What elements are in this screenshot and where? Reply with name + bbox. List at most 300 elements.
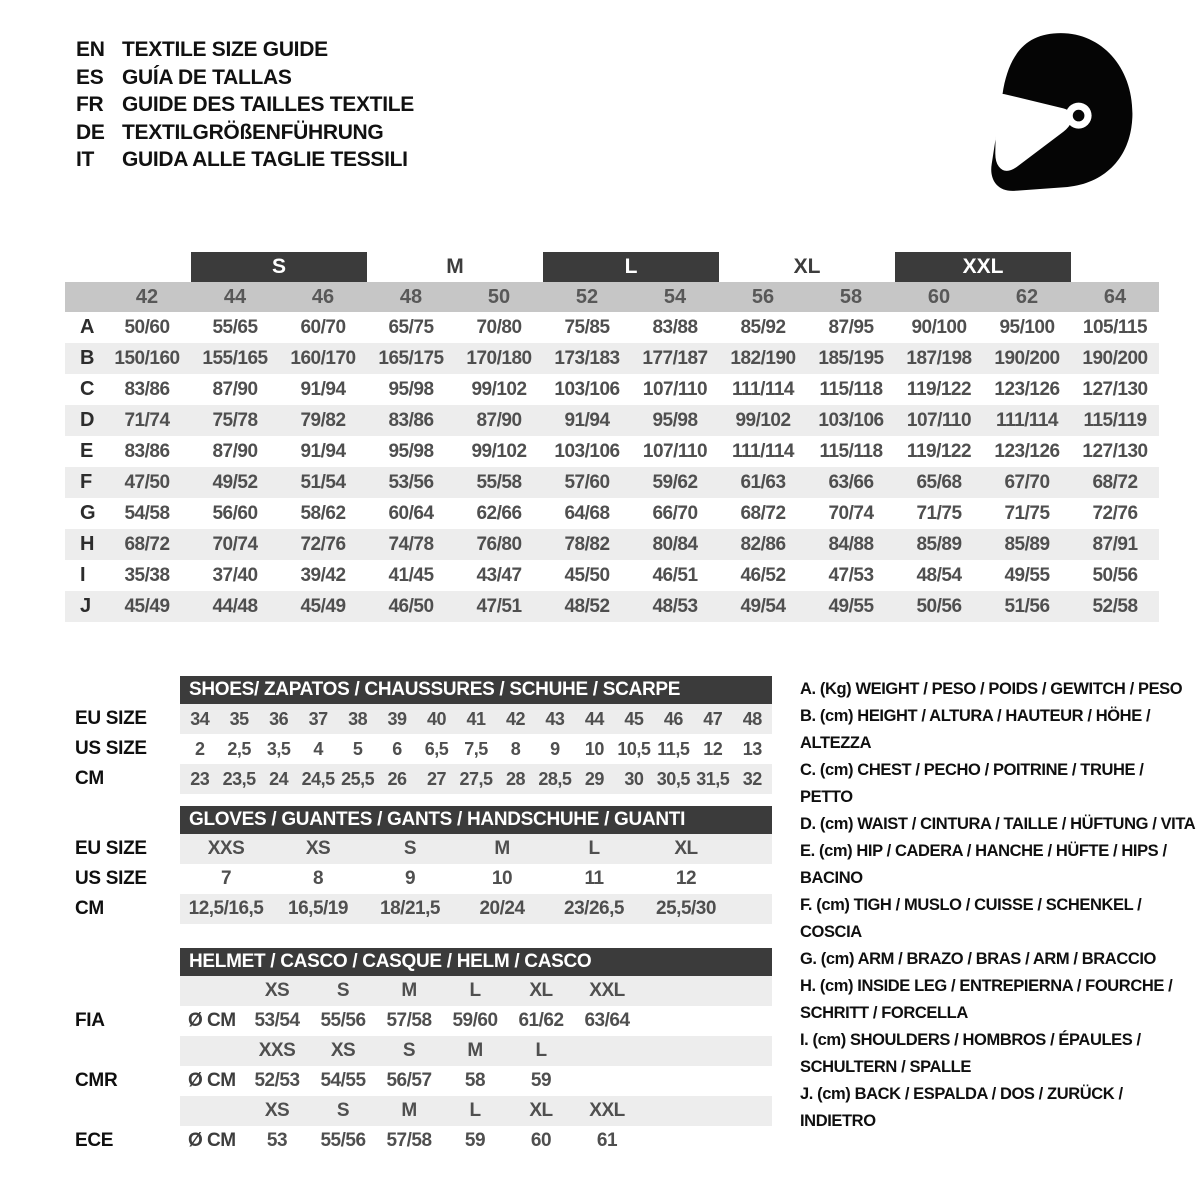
language-list	[76, 36, 414, 174]
sub-row-label	[75, 1036, 180, 1066]
size-value: 91/94	[564, 409, 610, 431]
measure-row	[65, 560, 1159, 591]
language-label: GUIDA ALLE TAGLIE TESSILI	[122, 148, 408, 171]
legend-item: E. (cm) HIP / CADERA / HANCHE / HÜFTE / HIPS / BACINO	[800, 842, 1167, 887]
measure-row	[65, 405, 1159, 436]
size-value: 150/160	[114, 347, 180, 369]
size-value: 187/198	[906, 347, 972, 369]
size-value: 71/75	[1004, 502, 1050, 524]
sub-row-values	[180, 1096, 772, 1126]
size-value: 61/63	[740, 471, 786, 493]
size-value: 46/51	[652, 564, 698, 586]
size-band-spacer	[1071, 252, 1159, 282]
size-value: 190/200	[994, 347, 1060, 369]
helmet-size-label: XS	[264, 1100, 290, 1121]
size-value: 72/76	[1092, 502, 1138, 524]
size-value: 44/48	[212, 595, 258, 617]
apparel-size-table	[65, 252, 1159, 622]
size-value: 49/54	[740, 595, 786, 617]
helmet-size-value: 52/53	[254, 1070, 300, 1091]
size-value: 70/74	[212, 533, 258, 555]
size-value: 107/110	[642, 440, 708, 462]
size-value: 28	[505, 768, 525, 789]
size-value: 10	[491, 868, 513, 889]
size-value: XS	[305, 838, 331, 859]
helmet-size-label: XL	[529, 1100, 553, 1121]
size-value: 3,5	[266, 738, 291, 759]
size-value: 62/66	[476, 502, 522, 524]
size-value: 68/72	[1092, 471, 1138, 493]
size-value: 87/90	[212, 378, 258, 400]
size-value: 71/75	[916, 502, 962, 524]
size-value: 25,5	[341, 768, 375, 789]
size-value: 7,5	[464, 738, 488, 759]
size-value: 58/62	[300, 502, 346, 524]
sub-row-label: US SIZE	[75, 868, 147, 889]
measure-row-label: C	[80, 378, 95, 400]
size-value: 95/98	[388, 378, 434, 400]
size-value: 37	[308, 708, 328, 729]
size-value: 31,5	[696, 768, 730, 789]
standard-label: ECE	[75, 1130, 114, 1151]
measure-row	[65, 343, 1159, 374]
size-value: 111/114	[731, 378, 795, 400]
size-value: 56/60	[212, 502, 258, 524]
size-value: 185/195	[818, 347, 884, 369]
size-band-xxl: XXL	[895, 252, 1071, 282]
sub-row-values	[180, 1036, 772, 1066]
size-value: 2	[194, 738, 205, 759]
size-value: 7	[220, 868, 232, 889]
size-value: 103/106	[554, 378, 620, 400]
size-value: 111/114	[995, 409, 1059, 431]
size-value: 85/89	[916, 533, 962, 555]
helmet-size-label: XXS	[258, 1040, 296, 1061]
size-value: 87/90	[476, 409, 522, 431]
size-value: 60/64	[388, 502, 434, 524]
size-value: 28,5	[538, 768, 572, 789]
helmet-size-label: XXL	[589, 980, 625, 1001]
size-value: 25,5/30	[656, 898, 716, 919]
size-value: 95/98	[652, 409, 698, 431]
sub-row-label: CM	[75, 768, 104, 789]
size-value: 38	[348, 708, 368, 729]
size-value: 50/56	[916, 595, 962, 617]
helmet-size-label: XXL	[589, 1100, 625, 1121]
size-value: 9	[404, 868, 416, 889]
size-value: 85/92	[740, 316, 786, 338]
size-value: 82/86	[740, 533, 786, 555]
size-value: 10,5	[617, 738, 651, 759]
size-value: 35	[229, 708, 249, 729]
size-value: 160/170	[290, 347, 356, 369]
size-value: 182/190	[730, 347, 796, 369]
sub-row-values	[180, 834, 772, 864]
numeric-size: 60	[927, 285, 951, 308]
helmet-table-title: HELMET / CASCO / CASQUE / HELM / CASCO	[180, 948, 772, 976]
size-value: 47	[703, 708, 723, 729]
size-value: 59/62	[652, 471, 698, 493]
size-value: 9	[550, 738, 560, 759]
helmet-size-label: S	[402, 1040, 416, 1061]
helmet-unit: Ø CM	[188, 1130, 236, 1151]
language-row	[76, 146, 414, 174]
helmet-size-value: 53	[266, 1130, 288, 1151]
helmet-size-value: 60	[530, 1130, 552, 1151]
gloves-table-title: GLOVES / GUANTES / GANTS / HANDSCHUHE / GUANTI	[180, 806, 772, 834]
size-value: 2,5	[227, 738, 251, 759]
size-value: 74/78	[388, 533, 434, 555]
numeric-size: 44	[223, 285, 247, 308]
size-value: 52/58	[1092, 595, 1138, 617]
size-value: 45/49	[124, 595, 170, 617]
legend-item: I. (cm) SHOULDERS / HOMBROS / ÉPAULES / SCHULTERN / SPALLE	[800, 1031, 1141, 1076]
size-value: 66/70	[652, 502, 698, 524]
size-value: 57/60	[564, 471, 610, 493]
standard-label: FIA	[75, 1010, 105, 1031]
size-value: 32	[742, 768, 762, 789]
size-value: 64/68	[564, 502, 610, 524]
legend-item: B. (cm) HEIGHT / ALTURA / HAUTEUR / HÖHE / ALTEZZA	[800, 707, 1151, 752]
numeric-size: 52	[575, 285, 599, 308]
size-value: 36	[269, 708, 289, 729]
shoes-table-title: SHOES/ ZAPATOS / CHAUSSURES / SCHUHE / SCARPE	[180, 676, 772, 704]
size-value: 50/60	[124, 316, 170, 338]
size-band-spacer	[65, 252, 191, 282]
legend-item: F. (cm) TIGH / MUSLO / CUISSE / SCHENKEL / COSCIA	[800, 896, 1142, 941]
unit-spacer	[180, 1096, 244, 1126]
sub-row-values	[180, 976, 772, 1006]
size-value: 65/75	[388, 316, 434, 338]
helmet-size-value: 61/62	[518, 1010, 564, 1031]
size-value: 87/95	[828, 316, 874, 338]
size-value: 90/100	[911, 316, 967, 338]
helmet-size-value: 58	[464, 1070, 486, 1091]
size-value: 76/80	[476, 533, 522, 555]
size-value: 75/85	[564, 316, 610, 338]
sub-row-label: EU SIZE	[75, 838, 147, 859]
size-value: 34	[190, 708, 210, 729]
size-value: 115/118	[819, 378, 883, 400]
sub-row-values	[180, 1006, 772, 1036]
helmet-size-label: L	[469, 1100, 481, 1121]
size-value: 115/119	[1083, 409, 1147, 431]
size-value: 71/74	[124, 409, 170, 431]
measure-row	[65, 498, 1159, 529]
size-value: 155/165	[202, 347, 268, 369]
row-label-spacer	[65, 282, 103, 312]
measure-row-label: H	[80, 533, 95, 555]
size-value: 43/47	[476, 564, 522, 586]
sub-row-label	[75, 976, 180, 1006]
size-value: 65/68	[916, 471, 962, 493]
legend-item: J. (cm) BACK / ESPALDA / DOS / ZURÜCK / INDIETRO	[800, 1085, 1123, 1130]
helmet-size-label: L	[535, 1040, 547, 1061]
language-code: EN	[76, 38, 105, 61]
size-value: 37/40	[212, 564, 258, 586]
measure-row-label: B	[80, 347, 95, 369]
helmet-size-value: 54/55	[320, 1070, 366, 1091]
helmet-unit: Ø CM	[188, 1010, 236, 1031]
size-value: 53/56	[388, 471, 434, 493]
standard-label: CMR	[75, 1070, 118, 1091]
language-code: FR	[76, 93, 104, 116]
measure-row	[65, 436, 1159, 467]
size-value: 41	[466, 708, 486, 729]
measure-row	[65, 529, 1159, 560]
size-value: 48	[742, 708, 762, 729]
size-value: 55/58	[476, 471, 522, 493]
legend-item: C. (cm) CHEST / PECHO / POITRINE / TRUHE / PETTO	[800, 761, 1144, 806]
size-value: L	[588, 838, 600, 859]
size-value: 23	[190, 768, 210, 789]
numeric-size: 50	[487, 285, 511, 308]
size-value: 26	[387, 768, 407, 789]
size-value: 30,5	[656, 768, 690, 789]
measurement-legend	[800, 676, 1200, 1135]
size-value: 60/70	[300, 316, 346, 338]
size-value: 49/55	[828, 595, 874, 617]
helmet-size-value: 57/58	[386, 1130, 432, 1151]
sub-row-values	[180, 734, 772, 764]
size-value: 46	[663, 708, 683, 729]
helmet-size-label: XL	[529, 980, 553, 1001]
size-value: 127/130	[1082, 440, 1148, 462]
measure-row-label: I	[80, 564, 86, 586]
size-value: 47/50	[124, 471, 170, 493]
numeric-size: 64	[1103, 285, 1127, 308]
size-value: 123/126	[994, 378, 1060, 400]
size-value: 12,5/16,5	[188, 898, 264, 919]
size-value: 23/26,5	[564, 898, 624, 919]
size-value: 67/70	[1004, 471, 1050, 493]
size-value: 6	[392, 738, 402, 759]
size-band-row	[65, 252, 1159, 282]
size-value: 12	[703, 738, 723, 759]
unit-spacer	[180, 1036, 244, 1066]
size-value: 107/110	[642, 378, 708, 400]
size-value: 23,5	[222, 768, 256, 789]
helmet-size-label: XS	[330, 1040, 356, 1061]
helmet-size-value: 55/56	[320, 1010, 366, 1031]
language-label: TEXTILE SIZE GUIDE	[122, 38, 328, 61]
size-value: 39/42	[300, 564, 346, 586]
size-value: 80/84	[652, 533, 698, 555]
size-value: 170/180	[466, 347, 532, 369]
numeric-size-row	[65, 282, 1159, 312]
size-value: 119/122	[906, 378, 972, 400]
size-value: 190/200	[1082, 347, 1148, 369]
size-value: 35/38	[124, 564, 170, 586]
size-value: 49/52	[212, 471, 258, 493]
size-value: 51/54	[300, 471, 346, 493]
language-row	[76, 119, 414, 147]
measure-row	[65, 312, 1159, 343]
helmet-size-value: 53/54	[254, 1010, 300, 1031]
size-value: 111/114	[731, 440, 795, 462]
sub-row-values	[180, 894, 772, 924]
helmet-size-value: 59	[530, 1070, 552, 1091]
size-value: 12	[675, 868, 697, 889]
size-value: 30	[624, 768, 644, 789]
sub-row-values	[180, 704, 772, 734]
size-value: 107/110	[906, 409, 972, 431]
size-band-xl: XL	[793, 255, 821, 278]
size-value: 27,5	[459, 768, 493, 789]
size-value: 84/88	[828, 533, 874, 555]
size-value: 8	[510, 738, 521, 759]
helmet-size-value: 61	[596, 1130, 618, 1151]
size-value: 48/54	[916, 564, 962, 586]
size-value: 83/88	[652, 316, 698, 338]
sub-row-label: CM	[75, 898, 104, 919]
size-value: 177/187	[642, 347, 708, 369]
size-value: 75/78	[212, 409, 258, 431]
size-value: 70/74	[828, 502, 874, 524]
size-band-m: M	[446, 255, 464, 278]
size-value: 50/56	[1092, 564, 1138, 586]
measure-row-label: D	[80, 409, 95, 431]
measure-row	[65, 467, 1159, 498]
sub-row-values	[180, 864, 772, 894]
sub-row-label: US SIZE	[75, 738, 147, 759]
language-code: ES	[76, 65, 104, 89]
size-value: 11,5	[657, 738, 690, 759]
language-row	[76, 64, 414, 92]
size-value: 42	[505, 708, 525, 729]
helmet-size-label: S	[336, 1100, 350, 1121]
helmet-unit: Ø CM	[188, 1070, 236, 1091]
measure-row-label: E	[80, 440, 94, 462]
helmet-size-label: L	[469, 980, 481, 1001]
helmet-size-label: XS	[264, 980, 290, 1001]
size-value: 48/52	[564, 595, 610, 617]
size-value: 99/102	[471, 378, 527, 400]
size-value: 5	[352, 738, 363, 759]
language-label: GUÍA DE TALLAS	[122, 65, 292, 89]
numeric-size: 48	[399, 285, 423, 308]
helmet-size-label: M	[401, 980, 417, 1001]
measure-row	[65, 374, 1159, 405]
size-value: M	[494, 838, 510, 859]
helmet-size-label: M	[467, 1040, 483, 1061]
size-value: 68/72	[740, 502, 786, 524]
size-value: 51/56	[1004, 595, 1050, 617]
size-value: 18/21,5	[380, 898, 440, 919]
size-value: 70/80	[476, 316, 522, 338]
size-value: 91/94	[300, 440, 346, 462]
size-value: 10	[584, 738, 604, 759]
size-value: 72/76	[300, 533, 346, 555]
sub-row-values	[180, 764, 772, 794]
size-value: 40	[427, 708, 447, 729]
helmet-size-value: 55/56	[320, 1130, 366, 1151]
legend-item: D. (cm) WAIST / CINTURA / TAILLE / HÜFTUNG / VITA	[800, 815, 1196, 833]
size-band-s: S	[191, 252, 367, 282]
numeric-size: 56	[751, 285, 775, 308]
measure-row-label: J	[80, 595, 92, 617]
size-value: 16,5/19	[288, 898, 348, 919]
numeric-size: 42	[135, 285, 159, 308]
helmet-size-value: 56/57	[386, 1070, 432, 1091]
language-row	[76, 36, 414, 64]
size-value: 123/126	[994, 440, 1060, 462]
size-value: 29	[584, 768, 604, 789]
size-value: 103/106	[554, 440, 620, 462]
size-value: 78/82	[564, 533, 610, 555]
size-value: XL	[674, 838, 698, 859]
size-value: 83/86	[388, 409, 434, 431]
size-value: 47/51	[476, 595, 522, 617]
size-value: 173/183	[554, 347, 620, 369]
measure-row-label: A	[80, 316, 95, 338]
size-value: 46/52	[740, 564, 786, 586]
size-value: XXS	[207, 838, 245, 859]
size-value: 45	[624, 708, 644, 729]
size-value: 55/65	[212, 316, 258, 338]
size-value: 103/106	[818, 409, 884, 431]
size-value: 54/58	[124, 502, 170, 524]
sub-row-label	[75, 1096, 180, 1126]
legend-item: H. (cm) INSIDE LEG / ENTREPIERNA / FOURCHE / SCHRITT / FORCELLA	[800, 977, 1173, 1022]
size-value: 13	[742, 738, 762, 759]
measure-row	[65, 591, 1159, 622]
size-value: 87/90	[212, 440, 258, 462]
size-value: 87/91	[1092, 533, 1138, 555]
size-value: 20/24	[479, 898, 525, 919]
sub-row-values	[180, 1126, 772, 1156]
size-value: 79/82	[300, 409, 346, 431]
size-value: 8	[312, 868, 324, 889]
language-label: TEXTILGRÖßENFÜHRUNG	[122, 120, 384, 144]
size-value: 11	[584, 868, 604, 889]
size-value: 105/115	[1082, 316, 1148, 338]
helmet-size-value: 59	[464, 1130, 486, 1151]
unit-spacer	[180, 976, 244, 1006]
language-code: IT	[76, 148, 95, 171]
size-value: 95/100	[999, 316, 1055, 338]
size-value: 119/122	[906, 440, 972, 462]
apparel-rows	[65, 312, 1159, 622]
measure-row-label: G	[80, 502, 96, 524]
size-value: 44	[584, 708, 604, 729]
helmet-size-value: 63/64	[584, 1010, 630, 1031]
helmet-size-label: S	[336, 980, 350, 1001]
size-value: 127/130	[1082, 378, 1148, 400]
size-band-l: L	[543, 252, 719, 282]
language-label: GUIDE DES TAILLES TEXTILE	[122, 93, 414, 116]
helmet-size-label: M	[401, 1100, 417, 1121]
size-value: 91/94	[300, 378, 346, 400]
language-row	[76, 91, 414, 119]
numeric-size: 46	[311, 285, 335, 308]
size-value: 46/50	[388, 595, 434, 617]
size-value: 85/89	[1004, 533, 1050, 555]
size-value: 83/86	[124, 440, 170, 462]
size-value: 6,5	[424, 738, 449, 759]
size-value: 165/175	[378, 347, 444, 369]
size-value: 39	[387, 708, 407, 729]
size-value: 43	[545, 708, 565, 729]
legend-item: G. (cm) ARM / BRAZO / BRAS / ARM / BRACCIO	[800, 950, 1156, 968]
legend-item: A. (Kg) WEIGHT / PESO / POIDS / GEWITCH / PESO	[800, 680, 1183, 698]
size-value: 47/53	[828, 564, 874, 586]
racing-helmet-icon	[968, 26, 1148, 198]
numeric-size: 62	[1015, 285, 1039, 308]
size-value: 41/45	[388, 564, 434, 586]
size-value: 115/118	[819, 440, 883, 462]
size-value: 99/102	[735, 409, 791, 431]
